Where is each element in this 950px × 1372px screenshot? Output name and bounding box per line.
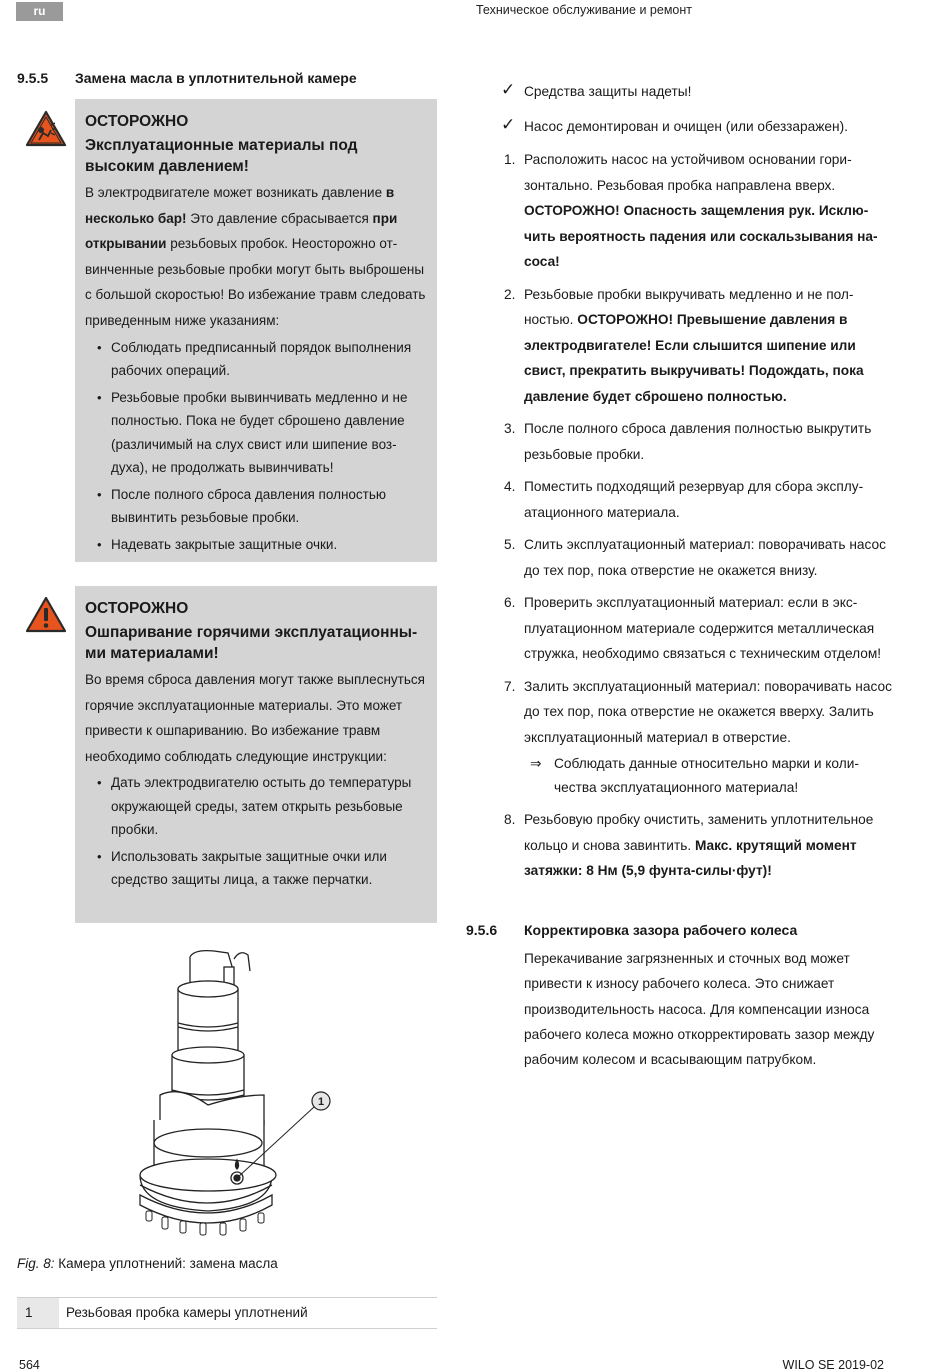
running-header: Техническое обслуживание и ремонт: [476, 3, 692, 17]
warning-body: В электродвигателе может возникать давление в несколько бар! Это давление сбрасывается при открывании резьбовых пробок. Неосторожно отвинченные резьбовые пробки могут быть выброшены с большой скоростью! Во избежание травм следовать приведенным ниже указаниям:: [85, 185, 426, 328]
warning-bullet: • Надевать закрытые защитные очки.: [85, 533, 427, 557]
section-title: Корректировка зазора рабочего колеса: [524, 922, 798, 938]
prerequisite-item: ✓ Насос демонтирован и очищен (или обеззаражен).: [504, 109, 894, 144]
warning-body: Во время сброса давления могут также выплеснуться горячие эксплуатационные материалы. Это может привести к ошпариванию. Во избежание травм необходимо соблюдать следующие инструкции:: [85, 672, 425, 764]
warning-box-hot-fluid: [75, 586, 437, 923]
procedure-step: 5. Слить эксплуатационный материал: поворачивать насос до тех пор, пока отверстие не окажется внизу.: [504, 537, 886, 578]
checkmark-icon: ✓: [501, 115, 516, 134]
legend-key: 1: [17, 1298, 59, 1328]
warning-bullet-list: [85, 771, 427, 892]
warning-box-pressure: [75, 99, 437, 562]
warning-bullet: • Резьбовые пробки вывинчивать медленно и не полностью. Пока не будет сброшено давление (различимый на слух свист или шипение воздуха), не продолжать вывинчивать!: [85, 386, 427, 480]
pump-seal-chamber-figure: [110, 945, 350, 1240]
warning-triangle-icon: [25, 596, 67, 634]
checkmark-icon: ✓: [501, 80, 516, 99]
warning-bullet: • После полного сброса давления полностью вывинтить резьбовые пробки.: [85, 483, 427, 530]
section-number: 9.5.5: [17, 70, 49, 86]
warning-title: Ошпаривание горячими эксплуатационными материалами!: [85, 624, 418, 662]
warning-signal-word: ОСТОРОЖНО: [85, 113, 189, 130]
procedure-column: [501, 74, 894, 891]
step-result: ⇒ Соблюдать данные относительно марки и количества эксплуатационного материала!: [524, 752, 894, 800]
procedure-step: 8. Резьбовую пробку очистить, заменить уплотнительное кольцо и снова завинтить. Макс. крутящий момент затяжки: 8 Нм (5,9 фунта-силы·фут)!: [504, 812, 874, 878]
procedure-step: 3. После полного сброса давления полностью выкрутить резьбовые пробки.: [504, 421, 872, 462]
warning-signal-word: ОСТОРОЖНО: [85, 600, 189, 617]
warning-bullet: • Соблюдать предписанный порядок выполнения рабочих операций.: [85, 336, 427, 383]
pressure-warning-icon: [25, 110, 67, 148]
section-body: Перекачивание загрязненных и сточных вод может привести к износу рабочего колеса. Это снижает производительность насоса. Для компенсации износа рабочего колеса можно откорректировать зазор между рабочим колесом и всасывающим патрубком.: [524, 951, 875, 1068]
figure-caption: Fig. 8: Камера уплотнений: замена масла: [17, 1256, 278, 1271]
section-number: 9.5.6: [466, 922, 498, 938]
procedure-step: 1. Расположить насос на устойчивом основании горизонтально. Резьбовая пробка направлена вверх. ОСТОРОЖНО! Опасность защемления рук. Исключить вероятность падения или соскальзывания насоса!: [504, 152, 878, 269]
warning-bullet: • Дать электродвигателю остыть до температуры окружающей среды, затем открыть резьбовые пробки.: [85, 771, 427, 842]
legend-description: Резьбовая пробка камеры уплотнений: [66, 1305, 308, 1320]
figure-legend-table: [17, 1297, 437, 1329]
page-number: 564: [19, 1358, 40, 1372]
procedure-step: 7. Залить эксплуатационный материал: поворачивать насос до тех пор, пока отверстие не окажется вверху. Залить эксплуатационный материал в отверстие. ⇒ Соблюдать данные относительно марки и количества эксплуатационного материала!: [504, 674, 894, 801]
warning-bullet-list: [85, 336, 427, 557]
procedure-steps: [504, 147, 894, 884]
footer-brand: WILO SE 2019-02: [782, 1358, 884, 1372]
language-badge: ru: [16, 2, 63, 21]
procedure-step: 2. Резьбовые пробки выкручивать медленно и не полностью. ОСТОРОЖНО! Превышение давления в электродвигателе! Если слышится шипение или свист, прекратить выкручивать! Подождать, пока давление будет сброшено полностью.: [504, 286, 864, 404]
warning-bullet: • Использовать закрытые защитные очки или средство защиты лица, а также перчатки.: [85, 845, 427, 892]
procedure-step: 4. Поместить подходящий резервуар для сбора эксплуатационного материала.: [504, 479, 864, 520]
section-title: Замена масла в уплотнительной камере: [75, 70, 357, 86]
prerequisite-item: ✓ Средства защиты надеты!: [504, 74, 894, 109]
warning-title: Эксплуатационные материалы под высоким давлением!: [85, 137, 358, 175]
figure-callout: 1: [317, 1096, 325, 1108]
procedure-step: 6. Проверить эксплуатационный материал: если в эксплуатационном материале содержится металлическая стружка, необходимо связаться с техническим отделом!: [504, 595, 882, 661]
result-arrow-icon: ⇒: [530, 756, 542, 771]
